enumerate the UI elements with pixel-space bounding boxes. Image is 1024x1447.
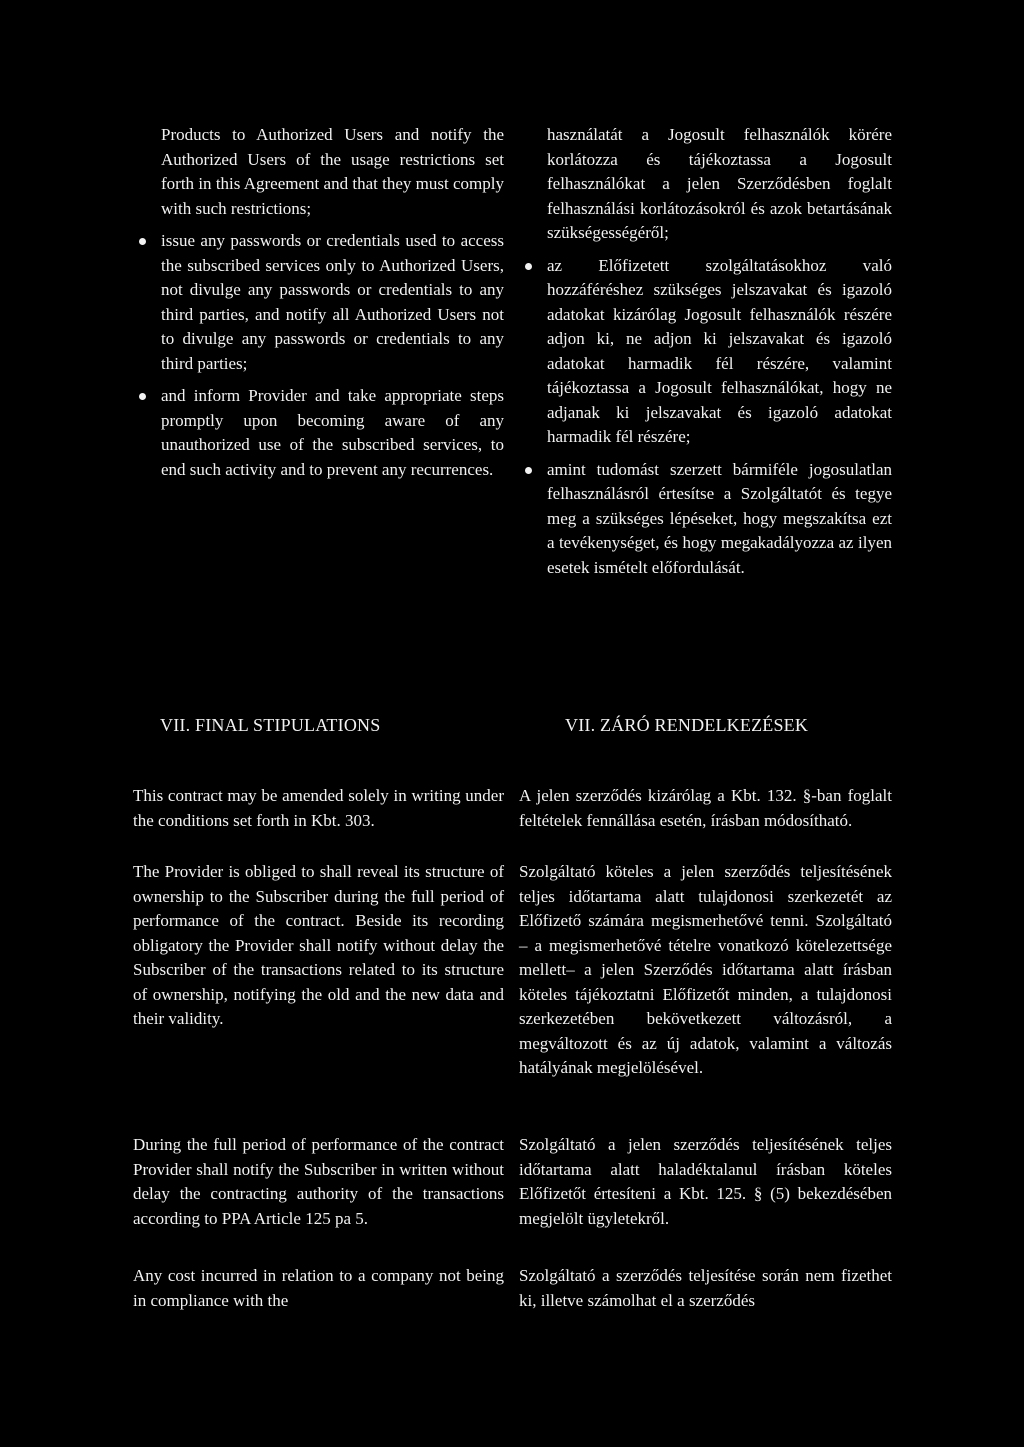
english-intro-paragraph: Products to Authorized Users and notify the Authorized Users of the usage restrictions set forth in this Agreement and that they must comply with such restrictions; — [161, 125, 504, 218]
top-english-column — [133, 123, 504, 482]
hungarian-amendment-paragraph: A jelen szerződés kizárólag a Kbt. 132. §-ban foglalt feltételek fennállása esetén, írásban módosítható. — [519, 786, 892, 830]
english-ownership-paragraph: The Provider is obliged to shall reveal its structure of ownership to the Subscriber during the full period of performance of the contract. Beside its recording obligatory the Provider shall notify without delay the Subscriber of the transactions related to its structure of ownership, notifying the old and the new data and their validity. — [133, 862, 504, 1028]
hungarian-intro-paragraph: használatát a Jogosult felhasználók körére korlátozza és tájékoztassa a Jogosult felhasználókat a jelen Szerződésben foglalt felhasználási korlátozásokról és azok betartásának szükségességéről; — [547, 125, 892, 242]
hungarian-bullet-unauthorized-use: amint tudomást szerzett bármiféle jogosulatlan felhasználásról értesítse a Szolgáltatót és tegye meg a szükséges lépéseket, hogy megszakítsa ezt a tevékenységet, és hogy megakadályozza az ilyen esetek ismételt előfordulását. — [519, 458, 892, 581]
hungarian-ownership-paragraph: Szolgáltató köteles a jelen szerződés teljesítésének teljes időtartama alatt tulajdonosi szerkezetét az Előfizető számára megismerhetővé tenni. Szolgáltató – a megismerhetővé tételre vonatkozó kötelezettsége mellett– a jelen Szerződés időtartama alatt írásban köteles tájékoztatni Előfizetőt minden, a tulajdonosi szerkezetében bekövetkezett változásról, a megváltozott és az új adatok, valamint a változás hatályának megjelölésével. — [519, 862, 892, 1077]
english-cost-paragraph: Any cost incurred in relation to a company not being in compliance with the — [133, 1266, 504, 1310]
english-bullet-unauthorized-use: and inform Provider and take appropriate steps promptly upon becoming aware of any unauthorized use of the subscribed services, to end such activity and to prevent any recurrences. — [133, 384, 504, 482]
english-transactions-paragraph: During the full period of performance of the contract Provider shall notify the Subscriber in written without delay the contracting authority of the transactions according to PPA Article 125 pa 5. — [133, 1135, 504, 1228]
top-hungarian-column — [519, 123, 892, 580]
hungarian-cost-paragraph: Szolgáltató a szerződés teljesítése során nem fizethet ki, illetve számolhat el a szerződés — [519, 1266, 892, 1310]
section-heading-english: VII. FINAL STIPULATIONS — [160, 715, 381, 735]
hungarian-bullet-passwords: az Előfizetett szolgáltatásokhoz való hozzáféréshez szükséges jelszavakat és igazoló adatokat kizárólag Jogosult felhasználók részére adjon ki, ne adjon ki jelszavakat és igazoló adatokat harmadik fél részére, valamint tájékoztassa a Jogosult felhasználókat, hogy ne adjanak ki jelszavakat és igazoló adatokat harmadik fél részére; — [519, 254, 892, 450]
hungarian-transactions-paragraph: Szolgáltató a jelen szerződés teljesítésének teljes időtartama alatt haladéktalanul írásban köteles Előfizetőt értesíteni a Kbt. 125. § (5) bekezdésében megjelölt ügyletekről. — [519, 1135, 892, 1228]
section-heading-hungarian: VII. ZÁRÓ RENDELKEZÉSEK — [565, 715, 809, 735]
english-bullet-passwords: issue any passwords or credentials used to access the subscribed services only to Authorized Users, not divulge any passwords or credentials to any third parties, and notify all Authorized Users not to divulge any passwords or credentials to any third parties; — [133, 229, 504, 376]
english-bullet-list — [133, 229, 504, 482]
english-amendment-paragraph: This contract may be amended solely in writing under the conditions set forth in Kbt. 303. — [133, 786, 504, 830]
hungarian-bullet-list — [519, 254, 892, 581]
